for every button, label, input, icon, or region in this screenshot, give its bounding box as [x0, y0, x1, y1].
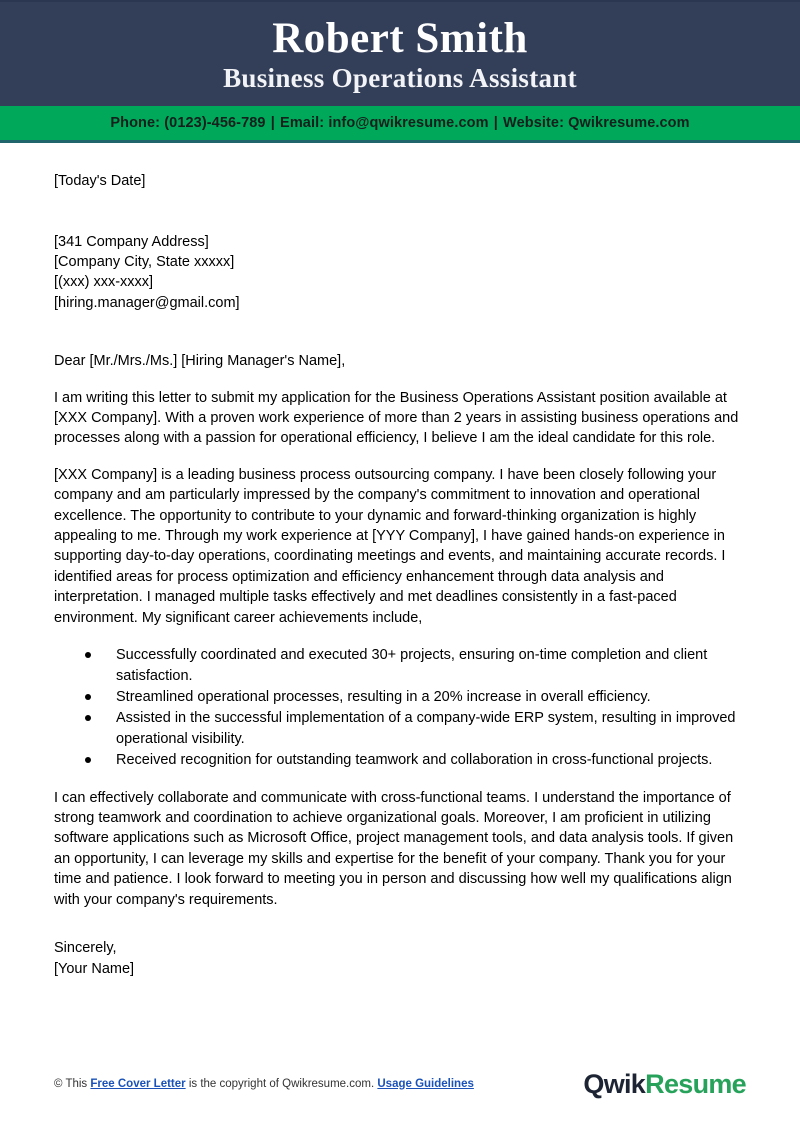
paragraph-intro: I am writing this letter to submit my application for the Business Operations Assistant position available at [XXX Company]. With a proven work experience of more than 2 years in assisting business operations and processes along with a passion for operational efficiency, I believe I am the ideal candidate for this role.	[54, 389, 739, 447]
copyright-middle: is the copyright of Qwikresume.com.	[188, 1077, 375, 1090]
email-label: Email:	[280, 115, 325, 132]
signature-block	[54, 938, 746, 980]
list-item	[54, 708, 746, 749]
list-item-text: Received recognition for outstanding teamwork and collaboration in cross-functional projects.	[116, 752, 713, 769]
page-footer	[0, 1058, 800, 1110]
logo-text-resume: Resume	[645, 1069, 746, 1099]
list-item-text: Streamlined operational processes, resulting in a 20% increase in overall efficiency.	[116, 688, 651, 705]
contact-bar	[0, 106, 800, 143]
phone-label: Phone:	[110, 115, 161, 132]
recipient-address-block	[54, 232, 746, 314]
letterhead-header	[0, 0, 800, 106]
contact-line	[0, 115, 800, 131]
bullet-icon	[85, 652, 91, 658]
achievements-list	[54, 645, 746, 770]
salutation: Dear [Mr./Mrs./Ms.] [Hiring Manager's Name],	[54, 353, 346, 370]
website-label: Website:	[503, 115, 565, 132]
free-cover-letter-link[interactable]: Free Cover Letter	[90, 1077, 186, 1090]
list-item	[54, 750, 746, 770]
copyright-prefix: © This	[54, 1077, 88, 1090]
email-value[interactable]: info@qwikresume.com	[328, 115, 489, 132]
paragraph-closing: I can effectively collaborate and communicate with cross-functional teams. I understand the importance of strong teamwork and coordination to achieve organizational goals. Moreover, I am proficient in utilizing software applications such as Microsoft Office, project management tools, and data analysis tools. If given an opportunity, I can leverage my skills and expertise for the benefit of your company. Thank you for your time and patience. I look forward to meeting you in person and discussing how well my qualifications align with your company's requirements.	[54, 789, 734, 908]
list-item-text: Successfully coordinated and executed 30+ projects, ensuring on-time completion and client satisfaction.	[116, 647, 708, 684]
letter-body	[0, 143, 800, 980]
recipient-phone: [(xxx) xxx-xxxx]	[54, 274, 154, 291]
contact-separator-2: |	[493, 115, 498, 132]
bullet-icon	[85, 715, 91, 721]
letter-date: [Today's Date]	[54, 173, 146, 190]
website-value[interactable]: Qwikresume.com	[568, 115, 690, 132]
list-item	[54, 687, 746, 707]
recipient-city-state-zip: [Company City, State xxxxx]	[54, 254, 235, 270]
phone-value: (0123)-456-789	[164, 115, 266, 132]
copyright-notice	[54, 1077, 474, 1092]
list-item-text: Assisted in the successful implementation of a company-wide ERP system, resulting in improved operational visibility.	[116, 710, 736, 747]
recipient-email: [hiring.manager@gmail.com]	[54, 294, 240, 311]
candidate-name: Robert Smith	[272, 15, 528, 62]
recipient-street: [341 Company Address]	[54, 233, 209, 250]
qwikresume-logo[interactable]	[583, 1069, 746, 1099]
signature-name: [Your Name]	[54, 960, 135, 977]
list-item	[54, 645, 746, 686]
paragraph-experience: [XXX Company] is a leading business process outsourcing company. I have been closely following your company and am particularly impressed by the company's commitment to innovation and operational excellence. The opportunity to contribute to your dynamic and forward-thinking organization is highly appealing to me. Through my work experience at [YYY Company], I have gained hands-on experience in supporting day-to-day operations, coordinating meetings and events, and maintaining accurate records. I identified areas for process optimization and efficiency enhancement through data analysis and interpretation. I managed multiple tasks effectively and met deadlines consistently in a fast-paced environment. My significant career achievements include,	[54, 466, 726, 626]
candidate-job-title: Business Operations Assistant	[223, 63, 577, 94]
logo-text-qwik: Qwik	[583, 1069, 646, 1099]
bullet-icon	[85, 757, 91, 763]
closing-word: Sincerely,	[54, 939, 117, 956]
usage-guidelines-link[interactable]: Usage Guidelines	[377, 1077, 474, 1090]
bullet-icon	[85, 694, 91, 700]
contact-separator-1: |	[270, 115, 275, 132]
